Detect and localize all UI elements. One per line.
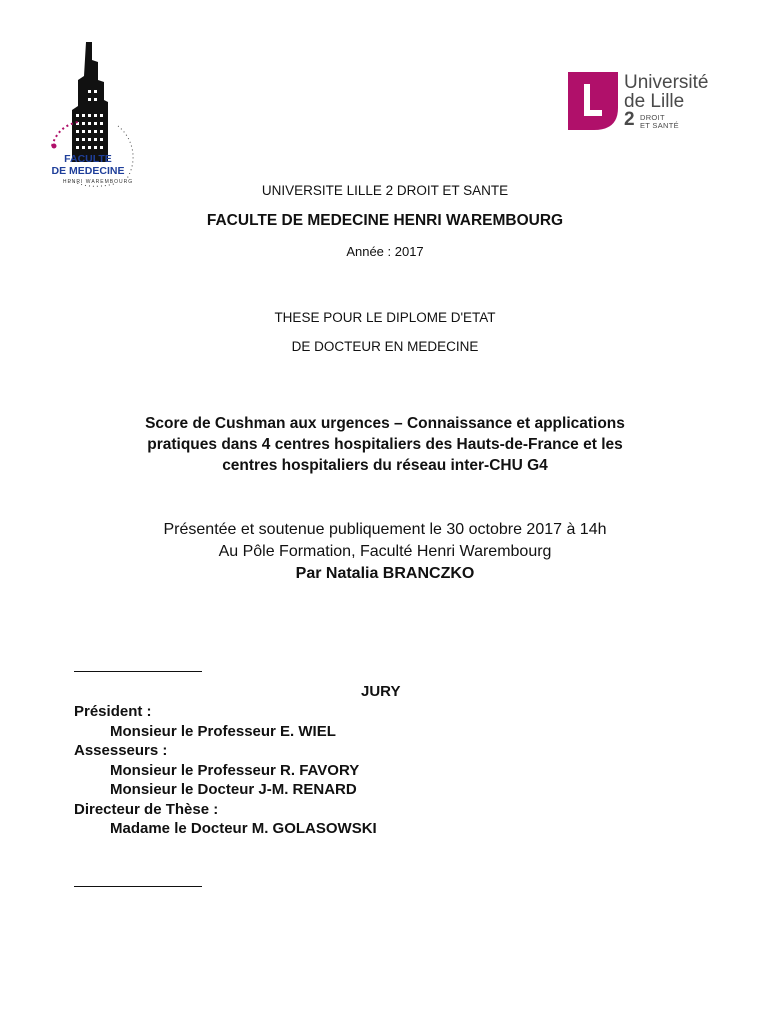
jury-list [74,702,674,839]
thesis-type-line1: THESE POUR LE DIPLOME D'ETAT [274,310,496,325]
thesis-title-line2: pratiques dans 4 centres hospitaliers des Hauts-de-France et les [147,436,623,453]
faculty-logo-line1: FACULTE [64,153,112,165]
jury-heading: JURY [361,683,401,700]
univ-sub-line1: DROIT [640,113,665,122]
president-name: Monsieur le Professeur E. WIEL [110,722,336,740]
president-label: Président : [74,703,152,720]
university-name: UNIVERSITE LILLE 2 DROIT ET SANTE [261,183,509,198]
faculty-logo-line2: DE MEDECINE [51,165,125,177]
presentation-place: Au Pôle Formation, Faculté Henri Warembourg [218,543,552,560]
faculty-logo-arc-text: HENRI WAREMBOURG [62,179,134,185]
faculty-logo [48,40,144,192]
thesis-title-line1: Score de Cushman aux urgences – Connaissance et applications [145,415,625,432]
university-logo [568,70,728,132]
author-name: Par Natalia BRANCZKO [295,565,475,582]
univ-sub-line2: ET SANTÉ [640,121,679,130]
assessor-name-2: Monsieur le Docteur J-M. RENARD [110,781,357,798]
assessor-name-1: Monsieur le Professeur R. FAVORY [110,761,360,779]
divider-bottom [74,886,202,887]
presentation-date: Présentée et soutenue publiquement le 30 octobre 2017 à 14h [163,521,607,538]
director-name: Madame le Docteur M. GOLASOWSKI [110,820,377,837]
thesis-title-line3: centres hospitaliers du réseau inter-CHU G4 [222,457,548,474]
univ-number: 2 [624,109,635,130]
assessors-label: Assesseurs : [74,742,168,759]
thesis-type-line2: DE DOCTEUR EN MEDECINE [291,339,479,354]
thesis-title [0,413,770,476]
univ-name-line2: de Lille [624,91,685,112]
divider-top [74,671,202,672]
presentation-block [0,519,770,585]
director-label: Directeur de Thèse : [74,800,219,818]
academic-year: Année : 2017 [346,244,424,259]
univ-lille-L-icon [568,72,618,130]
univ-name-line1: Université [624,72,709,93]
faculty-name: FACULTE DE MEDECINE HENRI WAREMBOURG [206,212,564,229]
